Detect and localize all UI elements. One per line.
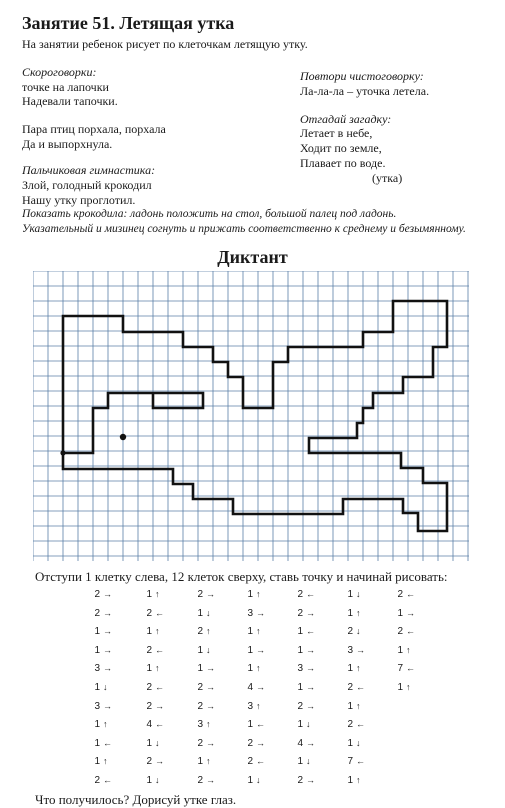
step-count: 2 bbox=[297, 607, 303, 619]
step-arrow-icon: → bbox=[103, 589, 112, 599]
step-arrow-icon: ← bbox=[406, 663, 415, 674]
step-count: 1 bbox=[197, 663, 203, 675]
step-arrow-icon: ↓ bbox=[155, 775, 160, 785]
step-count: 1 bbox=[347, 663, 353, 675]
dictation-step bbox=[241, 717, 271, 731]
step-count: 1 bbox=[146, 775, 152, 786]
step-arrow-icon: ↑ bbox=[155, 663, 160, 674]
step-count: 1 bbox=[397, 607, 403, 619]
step-arrow-icon: ↑ bbox=[356, 700, 361, 711]
dictation-step bbox=[241, 680, 271, 694]
dictation-step bbox=[191, 606, 221, 620]
step-arrow-icon: ↑ bbox=[256, 663, 261, 674]
step-count: 2 bbox=[94, 589, 100, 600]
step-count: 2 bbox=[197, 700, 203, 712]
dictation-step bbox=[341, 717, 371, 731]
step-count: 1 bbox=[94, 719, 100, 731]
riddle-label: Отгадай загадку: bbox=[300, 112, 392, 126]
step-count: 1 bbox=[94, 756, 100, 768]
dictation-step bbox=[291, 754, 321, 768]
step-count: 1 bbox=[197, 644, 203, 656]
dictation-step bbox=[291, 773, 321, 787]
step-count: 2 bbox=[247, 756, 253, 768]
dictation-step bbox=[341, 606, 371, 620]
dictation-step bbox=[241, 736, 271, 750]
step-arrow-icon: ↑ bbox=[356, 775, 361, 785]
step-arrow-icon: ↑ bbox=[206, 719, 211, 730]
crocodile-instruction-1: Показать крокодила: ладонь положить на стол, большой палец под ладонь. bbox=[22, 208, 397, 220]
step-count: 2 bbox=[94, 775, 100, 786]
tongue-twisters-label: Скороговорки: bbox=[22, 65, 97, 79]
step-arrow-icon: ↑ bbox=[103, 719, 108, 730]
step-arrow-icon: → bbox=[306, 663, 315, 674]
dictation-step bbox=[341, 587, 371, 601]
step-arrow-icon: ← bbox=[356, 756, 365, 767]
dictation-step bbox=[191, 699, 221, 713]
step-count: 2 bbox=[397, 589, 403, 600]
dictation-step bbox=[391, 661, 421, 675]
dictation-step bbox=[291, 717, 321, 731]
dictation-step bbox=[341, 680, 371, 694]
step-arrow-icon: → bbox=[306, 607, 315, 618]
step-count: 3 bbox=[197, 719, 203, 731]
step-arrow-icon: ↓ bbox=[356, 626, 361, 637]
dictation-step bbox=[191, 587, 221, 601]
grid-canvas bbox=[33, 271, 469, 561]
step-count: 1 bbox=[297, 719, 303, 731]
step-arrow-icon: → bbox=[206, 663, 215, 674]
footer-question: Что получилось? Дорисуй утке глаз. bbox=[35, 792, 237, 807]
dictation-step bbox=[391, 587, 421, 601]
tongue-twister-2-line-1: Пара птиц порхала, порхала bbox=[22, 122, 166, 136]
step-arrow-icon: ← bbox=[356, 719, 365, 730]
step-arrow-icon: → bbox=[306, 682, 315, 692]
step-count: 1 bbox=[197, 756, 203, 768]
step-arrow-icon: ← bbox=[155, 719, 164, 730]
dictation-step bbox=[341, 773, 371, 787]
dictation-step bbox=[88, 699, 118, 713]
step-count: 2 bbox=[94, 607, 100, 619]
step-count: 1 bbox=[347, 737, 353, 749]
dictation-step bbox=[191, 736, 221, 750]
dictation-step bbox=[191, 624, 221, 638]
step-arrow-icon: → bbox=[103, 626, 112, 637]
step-count: 4 bbox=[146, 719, 152, 731]
step-count: 2 bbox=[146, 700, 152, 712]
step-count: 2 bbox=[197, 682, 203, 693]
dictation-step bbox=[241, 699, 271, 713]
step-count: 1 bbox=[247, 626, 253, 638]
dictation-step bbox=[88, 606, 118, 620]
dictation-step bbox=[241, 773, 271, 787]
step-count: 2 bbox=[197, 589, 203, 600]
dictation-step bbox=[140, 754, 170, 768]
step-count: 7 bbox=[347, 756, 353, 768]
step-count: 2 bbox=[146, 756, 152, 768]
step-arrow-icon: ← bbox=[155, 644, 164, 655]
dictation-step bbox=[140, 587, 170, 601]
riddle-line-3: Плавает по воде. bbox=[300, 156, 386, 170]
step-arrow-icon: ↓ bbox=[206, 644, 211, 655]
duck-head-line bbox=[63, 393, 203, 453]
step-arrow-icon: → bbox=[256, 682, 265, 692]
step-arrow-icon: → bbox=[206, 700, 215, 711]
dictation-step bbox=[191, 717, 221, 731]
step-arrow-icon: ↑ bbox=[155, 626, 160, 637]
step-count: 1 bbox=[247, 589, 253, 600]
step-arrow-icon: ← bbox=[406, 589, 415, 599]
step-arrow-icon: → bbox=[306, 775, 315, 785]
duck-outline bbox=[63, 301, 447, 531]
dictation-step bbox=[88, 736, 118, 750]
step-arrow-icon: ↑ bbox=[206, 626, 211, 637]
dictation-step bbox=[341, 699, 371, 713]
step-count: 1 bbox=[146, 663, 152, 675]
dictation-step bbox=[241, 606, 271, 620]
step-count: 1 bbox=[397, 682, 403, 693]
step-count: 1 bbox=[94, 644, 100, 656]
step-count: 3 bbox=[347, 644, 353, 656]
step-count: 2 bbox=[197, 775, 203, 786]
step-count: 1 bbox=[297, 644, 303, 656]
step-count: 3 bbox=[247, 607, 253, 619]
step-count: 7 bbox=[397, 663, 403, 675]
dictation-step bbox=[88, 624, 118, 638]
step-arrow-icon: → bbox=[256, 644, 265, 655]
step-count: 4 bbox=[297, 737, 303, 749]
tongue-twister-1-line-1: точке на лапочки bbox=[22, 80, 109, 94]
dictation-step bbox=[140, 699, 170, 713]
dictation-step bbox=[140, 624, 170, 638]
step-count: 1 bbox=[297, 626, 303, 638]
step-arrow-icon: → bbox=[103, 663, 112, 674]
step-count: 1 bbox=[247, 775, 253, 786]
dictation-step bbox=[391, 624, 421, 638]
dictation-step bbox=[391, 643, 421, 657]
step-arrow-icon: ↓ bbox=[103, 682, 108, 692]
step-arrow-icon: ← bbox=[103, 737, 112, 748]
step-count: 1 bbox=[146, 737, 152, 749]
step-count: 1 bbox=[347, 607, 353, 619]
dictation-step bbox=[241, 587, 271, 601]
dictation-instruction: Отступи 1 клетку слева, 12 клеток сверху, ставь точку и начинай рисовать: bbox=[35, 569, 448, 584]
step-count: 1 bbox=[197, 607, 203, 619]
dictation-step bbox=[241, 661, 271, 675]
dictation-step bbox=[241, 754, 271, 768]
dictation-step bbox=[341, 624, 371, 638]
step-arrow-icon: ← bbox=[256, 719, 265, 730]
step-arrow-icon: ↑ bbox=[406, 682, 411, 692]
repeat-label: Повтори чистоговорку: bbox=[300, 69, 424, 83]
step-arrow-icon: → bbox=[306, 644, 315, 655]
step-arrow-icon: → bbox=[103, 644, 112, 655]
step-count: 2 bbox=[297, 700, 303, 712]
dictation-step bbox=[191, 661, 221, 675]
grid-lines bbox=[33, 271, 469, 561]
step-arrow-icon: ↑ bbox=[103, 756, 108, 767]
step-arrow-icon: ↑ bbox=[256, 589, 261, 599]
step-arrow-icon: → bbox=[206, 589, 215, 599]
step-arrow-icon: ← bbox=[306, 589, 315, 599]
step-count: 2 bbox=[347, 719, 353, 731]
dictation-step bbox=[341, 661, 371, 675]
step-arrow-icon: → bbox=[155, 700, 164, 711]
duck-eye bbox=[120, 434, 126, 440]
step-arrow-icon: → bbox=[155, 756, 164, 767]
dictation-step bbox=[88, 754, 118, 768]
step-count: 2 bbox=[347, 626, 353, 638]
step-arrow-icon: → bbox=[406, 607, 415, 618]
riddle-line-1: Летает в небе, bbox=[300, 126, 373, 140]
dictation-step bbox=[291, 606, 321, 620]
finger-gym-line-1: Злой, голодный крокодил bbox=[22, 178, 152, 192]
step-count: 4 bbox=[247, 682, 253, 693]
tongue-twister-1-line-2: Надевали тапочки. bbox=[22, 94, 118, 108]
dictation-step bbox=[88, 587, 118, 601]
dictation-step bbox=[140, 661, 170, 675]
step-arrow-icon: → bbox=[256, 737, 265, 748]
step-arrow-icon: ↑ bbox=[155, 589, 160, 599]
dictation-step bbox=[341, 643, 371, 657]
repeat-line: Ла-ла-ла – уточка летела. bbox=[300, 84, 430, 98]
dictation-step bbox=[88, 717, 118, 731]
riddle-answer: (утка) bbox=[372, 171, 403, 185]
dictation-step bbox=[291, 587, 321, 601]
step-arrow-icon: → bbox=[103, 607, 112, 618]
dictation-step bbox=[140, 680, 170, 694]
dictation-step bbox=[391, 606, 421, 620]
step-arrow-icon: → bbox=[206, 682, 215, 692]
step-count: 3 bbox=[297, 663, 303, 675]
step-count: 1 bbox=[297, 682, 303, 693]
step-count: 3 bbox=[247, 700, 253, 712]
step-arrow-icon: ← bbox=[256, 756, 265, 767]
step-count: 1 bbox=[94, 682, 100, 693]
dictation-step bbox=[291, 680, 321, 694]
step-count: 2 bbox=[146, 682, 152, 693]
step-arrow-icon: ↓ bbox=[256, 775, 261, 785]
finger-gym-line-2: Нашу утку проглотил. bbox=[22, 193, 136, 207]
step-arrow-icon: → bbox=[306, 700, 315, 711]
step-count: 1 bbox=[347, 700, 353, 712]
dictation-step bbox=[191, 680, 221, 694]
dictation-step bbox=[291, 699, 321, 713]
step-arrow-icon: → bbox=[356, 644, 365, 655]
dictation-step bbox=[191, 643, 221, 657]
step-count: 1 bbox=[146, 626, 152, 638]
step-arrow-icon: ↓ bbox=[155, 737, 160, 748]
dictation-step bbox=[291, 661, 321, 675]
step-arrow-icon: ↑ bbox=[406, 644, 411, 655]
riddle-line-2: Ходит по земле, bbox=[300, 141, 382, 155]
step-count: 1 bbox=[146, 589, 152, 600]
dictation-step bbox=[88, 680, 118, 694]
step-count: 2 bbox=[297, 775, 303, 786]
step-arrow-icon: ↑ bbox=[356, 663, 361, 674]
dictation-step bbox=[241, 624, 271, 638]
step-count: 1 bbox=[347, 589, 353, 600]
dictation-step bbox=[341, 736, 371, 750]
step-arrow-icon: → bbox=[256, 607, 265, 618]
dictation-step bbox=[140, 606, 170, 620]
dictation-step bbox=[140, 736, 170, 750]
drawing-grid bbox=[33, 271, 469, 566]
step-arrow-icon: ↑ bbox=[256, 626, 261, 637]
step-arrow-icon: ↑ bbox=[256, 700, 261, 711]
dictation-step bbox=[291, 643, 321, 657]
step-count: 2 bbox=[397, 626, 403, 638]
dictation-step bbox=[88, 773, 118, 787]
step-arrow-icon: ↓ bbox=[206, 607, 211, 618]
step-count: 2 bbox=[146, 644, 152, 656]
dictation-step bbox=[140, 717, 170, 731]
step-count: 2 bbox=[247, 737, 253, 749]
dictation-step bbox=[191, 754, 221, 768]
step-count: 1 bbox=[297, 756, 303, 768]
step-count: 1 bbox=[94, 737, 100, 749]
step-arrow-icon: ↑ bbox=[206, 756, 211, 767]
step-count: 1 bbox=[397, 644, 403, 656]
start-point bbox=[60, 450, 65, 455]
dictation-step bbox=[241, 643, 271, 657]
step-count: 1 bbox=[94, 626, 100, 638]
step-arrow-icon: ← bbox=[406, 626, 415, 637]
dictation-step bbox=[140, 643, 170, 657]
step-arrow-icon: ↑ bbox=[356, 607, 361, 618]
dictation-step bbox=[291, 736, 321, 750]
step-arrow-icon: ↓ bbox=[306, 756, 311, 767]
finger-gym-label: Пальчиковая гимнастика: bbox=[22, 163, 156, 177]
step-count: 3 bbox=[94, 700, 100, 712]
step-count: 1 bbox=[247, 719, 253, 731]
lesson-title: Занятие 51. Летящая утка bbox=[22, 13, 235, 33]
dictation-step bbox=[88, 643, 118, 657]
step-arrow-icon: → bbox=[206, 737, 215, 748]
step-count: 2 bbox=[146, 607, 152, 619]
step-count: 2 bbox=[297, 589, 303, 600]
step-arrow-icon: → bbox=[103, 700, 112, 711]
step-arrow-icon: ← bbox=[155, 607, 164, 618]
step-arrow-icon: → bbox=[306, 737, 315, 748]
dictation-heading: Диктант bbox=[217, 247, 288, 267]
step-arrow-icon: ← bbox=[306, 626, 315, 637]
step-count: 1 bbox=[247, 644, 253, 656]
step-arrow-icon: ← bbox=[155, 682, 164, 692]
dictation-step bbox=[391, 680, 421, 694]
step-count: 1 bbox=[247, 663, 253, 675]
dictation-step bbox=[291, 624, 321, 638]
step-arrow-icon: ↓ bbox=[306, 719, 311, 730]
dictation-step bbox=[140, 773, 170, 787]
step-arrow-icon: → bbox=[206, 775, 215, 785]
dictation-step bbox=[191, 773, 221, 787]
step-count: 1 bbox=[347, 775, 353, 786]
step-arrow-icon: ← bbox=[103, 775, 112, 785]
crocodile-instruction-2: Указательный и мизинец согнуть и прижать соответственно к среднему и безымянному. bbox=[22, 223, 466, 235]
dictation-step bbox=[341, 754, 371, 768]
dictation-step bbox=[88, 661, 118, 675]
step-arrow-icon: ↓ bbox=[356, 589, 361, 599]
lesson-subtitle: На занятии ребенок рисует по клеточкам летящую утку. bbox=[22, 37, 308, 51]
step-count: 2 bbox=[197, 737, 203, 749]
tongue-twister-2-line-2: Да и выпорхнула. bbox=[22, 137, 113, 151]
step-arrow-icon: ← bbox=[356, 682, 365, 692]
step-count: 2 bbox=[347, 682, 353, 693]
step-count: 2 bbox=[197, 626, 203, 638]
step-count: 3 bbox=[94, 663, 100, 675]
step-arrow-icon: ↓ bbox=[356, 737, 361, 748]
